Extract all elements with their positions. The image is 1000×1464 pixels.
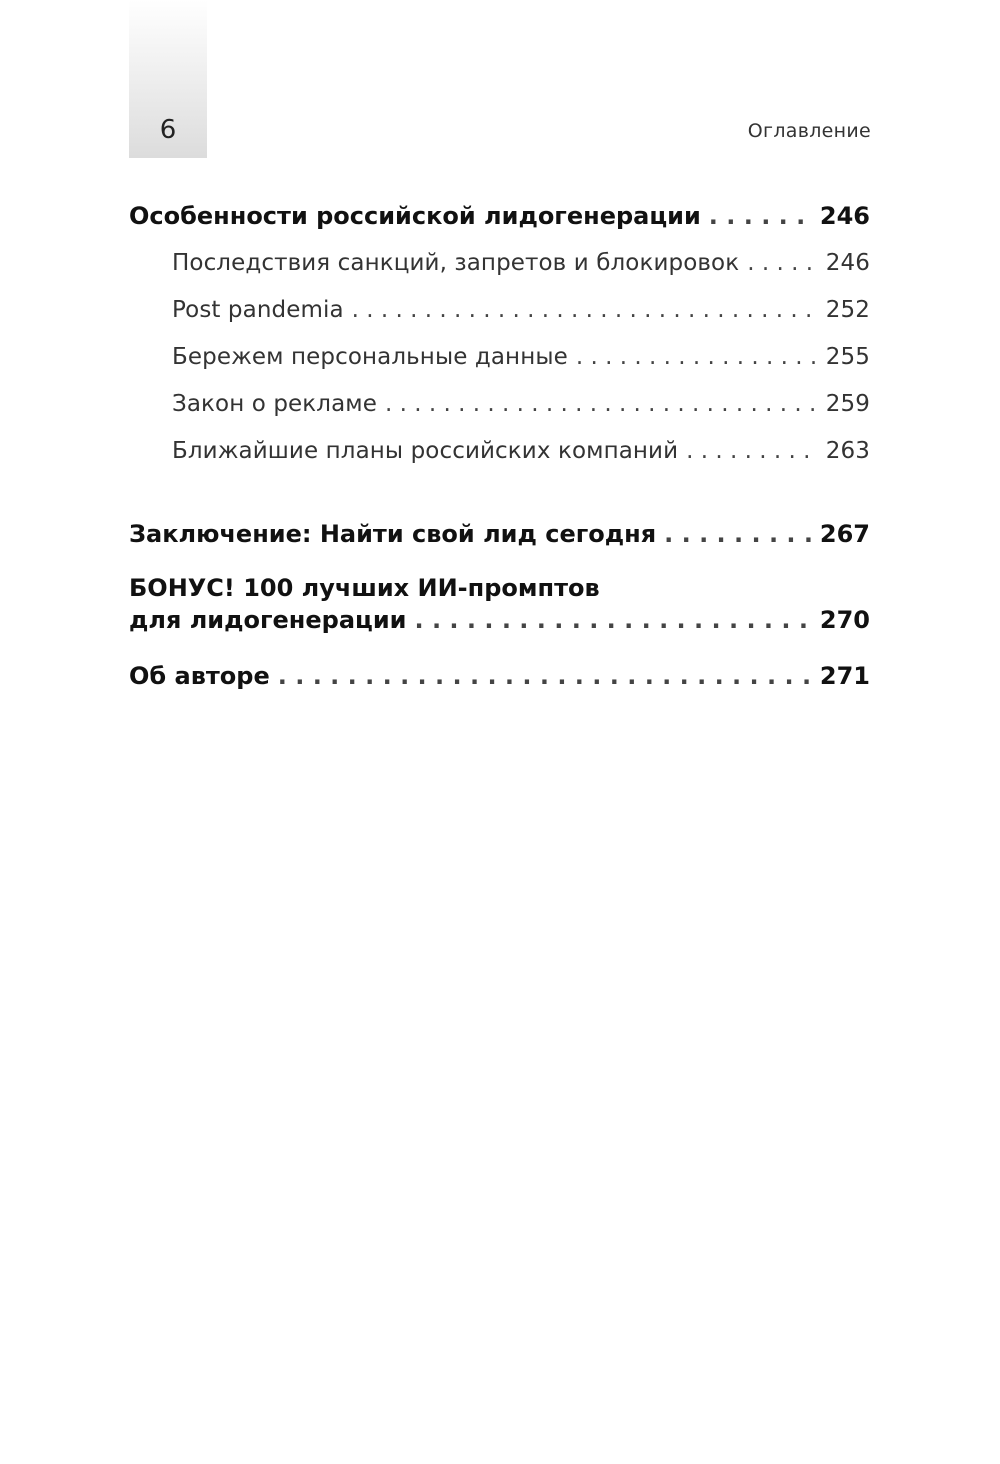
toc-entry-title: Последствия санкций, запретов и блокировок (172, 250, 740, 276)
toc-entry-page: 246 (825, 250, 870, 276)
toc-entry-title: Закон о рекламе (172, 391, 377, 417)
toc-entry-company-plans[interactable] (172, 438, 870, 464)
toc-entry-conclusion[interactable] (129, 520, 870, 548)
running-header: Оглавление (747, 120, 871, 142)
toc-entry-page: 255 (825, 344, 870, 370)
toc-entry-title-line1: БОНУС! 100 лучших ИИ-промптов (129, 574, 600, 602)
toc-entry-page: 267 (819, 520, 870, 548)
toc-entry-title: Заключение: Найти свой лид сегодня (129, 520, 657, 548)
dot-leader (576, 344, 818, 370)
dot-leader (686, 438, 818, 464)
dot-leader (414, 606, 811, 634)
toc-entry-advertising-law[interactable] (172, 391, 870, 417)
dot-leader (747, 250, 818, 276)
toc-entry-page: 263 (825, 438, 870, 464)
toc-entry-second-line (129, 606, 870, 634)
dot-leader (664, 520, 812, 548)
toc-entry-personal-data[interactable] (172, 344, 870, 370)
dot-leader (385, 391, 818, 417)
toc-entry-sanctions[interactable] (172, 250, 870, 276)
toc-entry-title-line2: для лидогенерации (129, 606, 407, 634)
page-number-tab (129, 0, 207, 158)
toc-entry-russian-leadgen[interactable] (129, 202, 870, 230)
page-number: 6 (159, 115, 177, 145)
toc-entry-page: 252 (825, 297, 870, 323)
toc-entry-post-pandemia[interactable] (172, 297, 870, 323)
dot-leader (352, 297, 818, 323)
dot-leader (709, 202, 812, 230)
toc-entry-title: Post pandemia (172, 297, 344, 323)
toc-entry-about-author[interactable] (129, 662, 870, 690)
dot-leader (278, 662, 812, 690)
toc-entry-page: 259 (825, 391, 870, 417)
toc-entry-page: 246 (819, 202, 870, 230)
toc-entry-title: Особенности российской лидогенерации (129, 202, 701, 230)
toc-entry-page: 271 (819, 662, 870, 690)
toc-entry-page: 270 (819, 606, 870, 634)
toc-entry-title: Ближайшие планы российских компаний (172, 438, 679, 464)
toc-entry-title: Об авторе (129, 662, 270, 690)
toc-entry-bonus-prompts[interactable] (129, 574, 870, 634)
toc-entry-title: Бережем персональные данные (172, 344, 568, 370)
